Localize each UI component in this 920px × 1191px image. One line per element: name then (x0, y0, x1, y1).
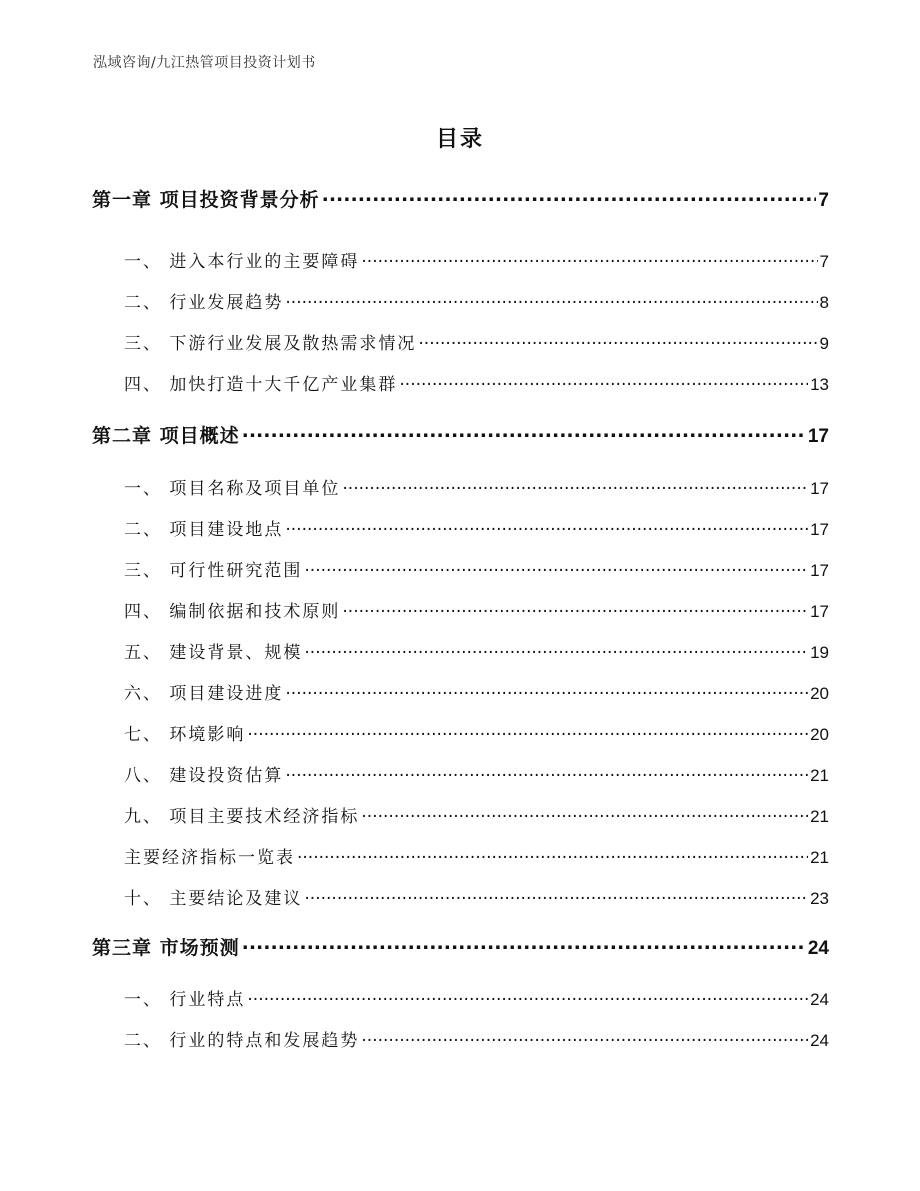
toc-dot-leader (285, 290, 817, 308)
toc-section-entry[interactable] (124, 761, 829, 786)
toc-chapter-entry[interactable] (92, 421, 829, 448)
toc-entry-label: 第二章 项目概述 (92, 425, 240, 447)
toc-dot-leader (297, 845, 808, 863)
toc-entry-label: 六、 项目建设进度 (124, 684, 284, 704)
toc-dot-leader (361, 1028, 808, 1046)
toc-dot-leader (361, 249, 817, 267)
toc-section-entry[interactable] (124, 288, 829, 313)
toc-section-entry[interactable] (124, 474, 829, 499)
toc-entry-label: 九、 项目主要技术经济指标 (124, 807, 360, 827)
toc-page-number: 7 (818, 190, 829, 211)
toc-section-entry[interactable] (124, 515, 829, 540)
toc-page-number: 17 (810, 561, 829, 580)
toc-dot-leader (304, 558, 808, 576)
toc-dot-leader (418, 331, 817, 349)
toc-section-entry[interactable] (124, 720, 829, 745)
toc-section-entry[interactable] (124, 1026, 829, 1051)
toc-page-number: 21 (810, 766, 829, 785)
toc-section-entry[interactable] (124, 556, 829, 581)
toc-dot-leader (342, 476, 808, 494)
toc-section-entry[interactable] (124, 638, 829, 663)
toc-entry-label: 三、 下游行业发展及散热需求情况 (124, 334, 417, 354)
toc-page-number: 24 (810, 990, 829, 1009)
toc-entry-label: 五、 建设背景、规模 (124, 643, 303, 663)
page-title: 目录 (435, 127, 484, 152)
toc-page-number: 17 (810, 602, 829, 621)
toc-page-number: 21 (810, 807, 829, 826)
toc-dot-leader (285, 763, 808, 781)
toc-entry-label: 八、 建设投资估算 (124, 766, 284, 786)
toc-chapter-entry[interactable] (92, 933, 829, 960)
toc-page-number: 21 (810, 848, 829, 867)
toc-page-number: 7 (819, 252, 829, 271)
toc-dot-leader (304, 640, 808, 658)
toc-dot-leader (342, 599, 808, 617)
toc-entry-label: 第三章 市场预测 (92, 937, 240, 959)
toc-dot-leader (285, 681, 808, 699)
toc-entry-label: 第一章 项目投资背景分析 (92, 189, 320, 211)
toc-entry-label: 主要经济指标一览表 (124, 848, 295, 868)
toc-page-number: 20 (810, 684, 829, 703)
toc-page-number: 17 (807, 426, 829, 447)
toc-section-entry[interactable] (124, 802, 829, 827)
toc-page-number: 17 (810, 479, 829, 498)
toc-entry-label: 二、 行业的特点和发展趋势 (124, 1031, 360, 1051)
toc-section-entry[interactable] (124, 985, 829, 1010)
toc-page-number: 24 (807, 938, 829, 959)
toc-dot-leader (242, 934, 806, 954)
toc-entry-label: 四、 编制依据和技术原则 (124, 602, 341, 622)
toc-section-entry[interactable] (124, 843, 829, 868)
toc-section-entry[interactable] (124, 884, 829, 909)
toc-entry-label: 二、 项目建设地点 (124, 520, 284, 540)
page-header: 泓域咨询/九江热管项目投资计划书 (93, 55, 316, 71)
toc-entry-label: 七、 环境影响 (124, 725, 246, 745)
toc-entry-label: 四、 加快打造十大千亿产业集群 (124, 375, 398, 395)
toc-section-entry[interactable] (124, 597, 829, 622)
toc-section-entry[interactable] (124, 370, 829, 395)
toc-entry-label: 一、 项目名称及项目单位 (124, 479, 341, 499)
toc-entry-label: 二、 行业发展趋势 (124, 293, 284, 313)
toc-section-entry[interactable] (124, 247, 829, 272)
toc-section-entry[interactable] (124, 679, 829, 704)
toc-entry-label: 十、 主要结论及建议 (124, 889, 303, 909)
toc-page-number: 23 (810, 889, 829, 908)
toc-dot-leader (304, 886, 808, 904)
toc-chapter-entry[interactable] (92, 185, 829, 212)
toc-page-number: 20 (810, 725, 829, 744)
toc-dot-leader (247, 987, 808, 1005)
toc-page-number: 8 (819, 293, 829, 312)
toc-dot-leader (242, 422, 806, 442)
toc-entry-label: 一、 行业特点 (124, 990, 246, 1010)
toc-entry-label: 一、 进入本行业的主要障碍 (124, 252, 360, 272)
toc-dot-leader (361, 804, 808, 822)
toc-section-entry[interactable] (124, 329, 829, 354)
toc-page-number: 17 (810, 520, 829, 539)
toc-page-number: 9 (819, 334, 829, 353)
toc-dot-leader (247, 722, 808, 740)
toc-page-number: 13 (810, 375, 829, 394)
toc-dot-leader (285, 517, 808, 535)
toc-dot-leader (399, 372, 808, 390)
toc-dot-leader (322, 186, 817, 206)
toc-entry-label: 三、 可行性研究范围 (124, 561, 303, 581)
toc-page-number: 19 (810, 643, 829, 662)
toc-page-number: 24 (810, 1031, 829, 1050)
